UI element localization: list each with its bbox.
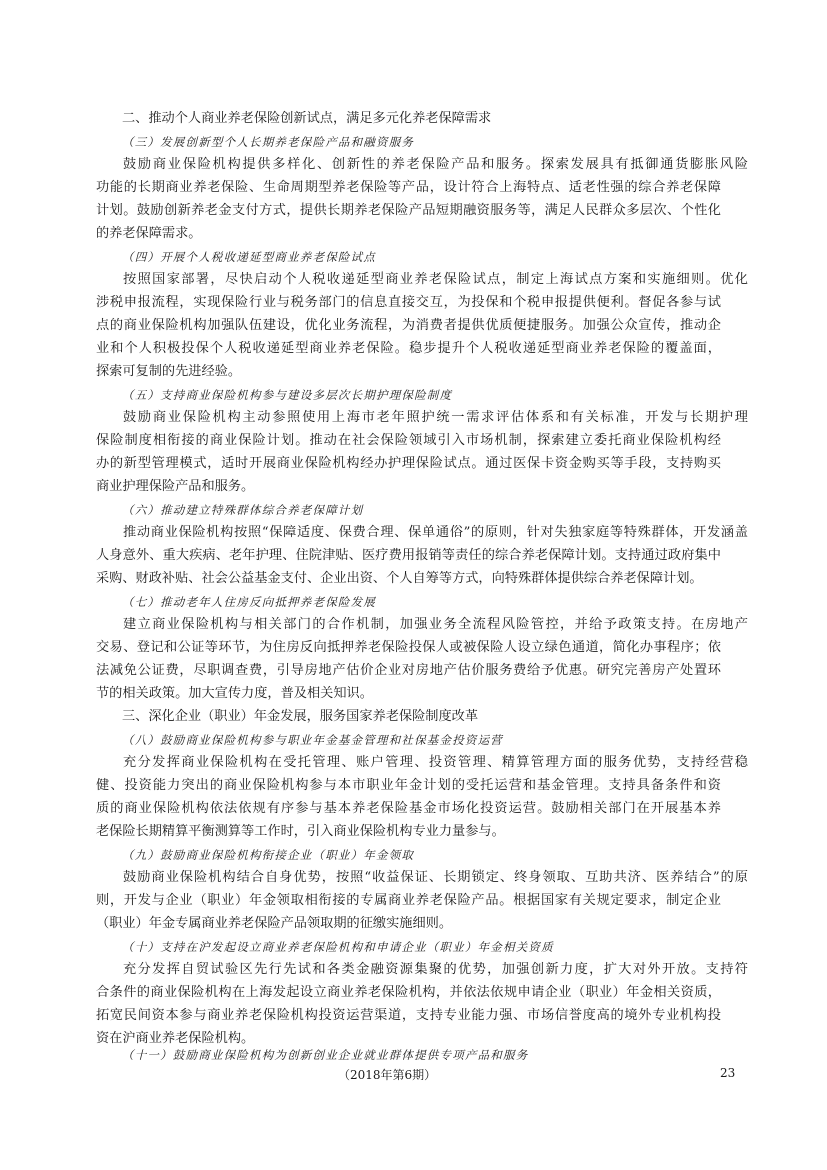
paragraph-line: 按照国家部署，尽快启动个人税收递延型商业养老保险试点，制定上海试点方案和实施细则。优化	[123, 272, 748, 287]
paragraph-line: 办的新型管理模式，适时开展商业保险机构经办护理保险试点。通过医保卡资金购买等手段，支持购买	[96, 456, 721, 471]
paragraph-line: 建立商业保险机构与相关部门的合作机制，加强业务全流程风险管控，并给予政策支持。在房地产	[123, 617, 748, 632]
paragraph-line: 涉税申报流程，实现保险行业与税务部门的信息直接交互，为投保和个税申报提供便利。督促各参与试	[96, 295, 721, 310]
paragraph-line: 充分发挥商业保险机构在受托管理、账户管理、投资管理、精算管理方面的服务优势，支持经营稳	[123, 755, 748, 770]
paragraph-line: 点的商业保险机构加强队伍建设，优化业务流程，为消费者提供优质便捷服务。加强公众宣传，推动企	[96, 318, 721, 333]
paragraph-line: 老保险长期精算平衡测算等工作时，引入商业保险机构专业力量参与。	[96, 824, 505, 839]
subsection-title-8: （八）鼓励商业保险机构参与职业年金基金管理和社保基金投资运营	[122, 733, 503, 747]
paragraph-line: 商业护理保险产品和服务。	[96, 479, 255, 494]
issue-label: （2018年第6期）	[338, 1068, 437, 1082]
paragraph-line: 采购、财政补贴、社会公益基金支付、企业出资、个人自筹等方式，向特殊群体提供综合养老保障计划。	[96, 571, 703, 586]
paragraph-line: 健、投资能力突出的商业保险机构参与本市职业年金计划的受托运营和基金管理。支持具备条件和资	[96, 778, 721, 793]
paragraph-line: 探索可复制的先进经验。	[96, 364, 242, 379]
paragraph-line: 人身意外、重大疾病、老年护理、住院津贴、医疗费用报销等责任的综合养老保障计划。支持通过政府集中	[96, 548, 721, 563]
subsection-title-6: （六）推动建立特殊群体综合养老保障计划	[122, 503, 364, 517]
subsection-title-5: （五）支持商业保险机构参与建设多层次长期护理保险制度	[122, 388, 453, 402]
paragraph-line: 计划。鼓励创新养老金支付方式，提供长期养老保险产品短期融资服务等，满足人民群众多层次、个性化	[96, 203, 721, 218]
subsection-title-10: （十）支持在沪发起设立商业养老保险机构和申请企业（职业）年金相关资质	[122, 940, 554, 954]
section-heading-3: 三、深化企业（职业）年金发展，服务国家养老保险制度改革	[122, 709, 479, 724]
paragraph-line: 的养老保障需求。	[96, 226, 202, 241]
paragraph-line: 功能的长期商业养老保险、生命周期型养老保险等产品，设计符合上海特点、适老性强的综合养老保障	[96, 180, 721, 195]
paragraph-line: 保险制度相衔接的商业保险计划。推动在社会保险领域引入市场机制，探索建立委托商业保险机构经	[96, 433, 721, 448]
paragraph-line: 质的商业保险机构依法依规有序参与基本养老保险基金市场化投资运营。鼓励相关部门在开展基本养	[96, 801, 721, 816]
subsection-title-11: （十一）鼓励商业保险机构为创新创业企业就业群体提供专项产品和服务	[122, 1048, 529, 1062]
paragraph-line: 法减免公证费，尽职调查费，引导房地产估价企业对房地产估价服务费给予优惠。研究完善房产处置环	[96, 663, 721, 678]
paragraph-line: 充分发挥自贸试验区先行先试和各类金融资源集聚的优势，加强创新力度，扩大对外开放。支持符	[123, 962, 748, 977]
subsection-title-7: （七）推动老年人住房反向抵押养老保险发展	[122, 595, 376, 609]
paragraph-line: 拓宽民间资本参与商业养老保险机构投资运营渠道，支持专业能力强、市场信誉度高的境外专业机构投	[96, 1008, 721, 1023]
paragraph-line: 鼓励商业保险机构主动参照使用上海市老年照护统一需求评估体系和有关标准，开发与长期护理	[123, 410, 748, 425]
paragraph-line: 节的相关政策。加大宣传力度，普及相关知识。	[96, 686, 373, 701]
page-number: 23	[720, 1066, 736, 1080]
paragraph-line: 合条件的商业保险机构在上海发起设立商业养老保险机构，并依法依规申请企业（职业）年金相关资质，	[96, 985, 721, 1000]
paragraph-line: 鼓励商业保险机构结合自身优势，按照“收益保证、长期锁定、终身领取、互助共济、医养结合”的原	[123, 870, 748, 885]
paragraph-line: 业和个人积极投保个人税收递延型商业养老保险。稳步提升个人税收递延型商业养老保险的覆盖面，	[96, 341, 721, 356]
paragraph-line: 推动商业保险机构按照“保障适度、保费合理、保单通俗”的原则，针对失独家庭等特殊群体，开发涵盖	[123, 525, 748, 540]
paragraph-line: 交易、登记和公证等环节，为住房反向抵押养老保险投保人或被保险人设立绿色通道，简化办事程序；依	[96, 640, 721, 655]
paragraph-line: 则，开发与企业（职业）年金领取相衔接的专属商业养老保险产品。根据国家有关规定要求，制定企业	[96, 893, 721, 908]
subsection-title-3: （三）发展创新型个人长期养老保险产品和融资服务	[122, 135, 415, 149]
section-heading-2: 二、推动个人商业养老保险创新试点，满足多元化养老保障需求	[122, 111, 492, 126]
paragraph-line: 资在沪商业养老保险机构。	[96, 1031, 255, 1046]
paragraph-line: 鼓励商业保险机构提供多样化、创新性的养老保险产品和服务。探索发展具有抵御通货膨胀风险	[123, 157, 748, 172]
paragraph-line: （职业）年金专属商业养老保险产品领取期的征缴实施细则。	[96, 916, 453, 931]
subsection-title-4: （四）开展个人税收递延型商业养老保险试点	[122, 250, 376, 264]
subsection-title-9: （九）鼓励商业保险机构衔接企业（职业）年金领取	[122, 848, 415, 862]
